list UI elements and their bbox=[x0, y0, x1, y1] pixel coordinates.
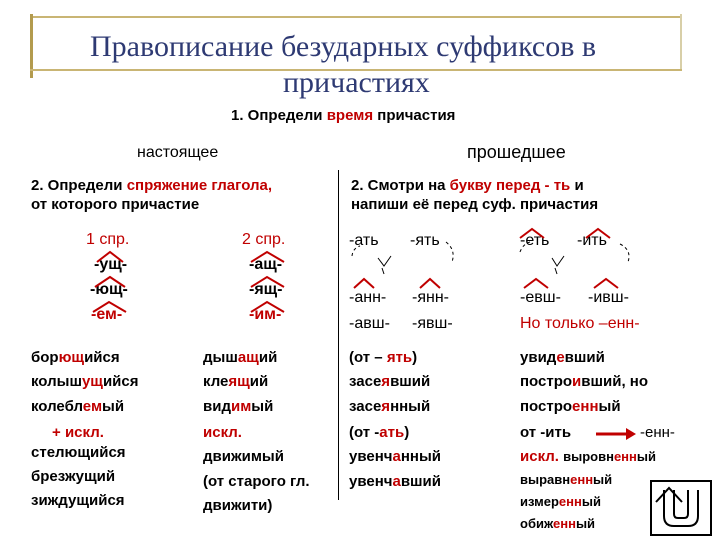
col2-word-2: клеящий bbox=[203, 373, 269, 390]
suffix-roof-ann bbox=[354, 279, 374, 288]
past-suffix-ivsh: -ивш- bbox=[588, 289, 629, 306]
past-suffix-evsh: -евш- bbox=[520, 289, 561, 306]
step2-left-line2: от которого причастие bbox=[31, 196, 200, 213]
checkmark-1 bbox=[378, 256, 391, 266]
col3-word-2: засеянный bbox=[349, 398, 431, 415]
past-tense-label: прошедшее bbox=[467, 142, 566, 162]
tick-mark-1 bbox=[382, 268, 384, 274]
col4-exception-word-2: выравненный bbox=[520, 472, 613, 487]
suffix-roof-ushch bbox=[97, 252, 123, 262]
page-title-line2: причастиях bbox=[283, 66, 430, 99]
col3-from-at: (от -ать) bbox=[349, 424, 410, 441]
col1-exception-label: + искл. bbox=[52, 424, 104, 441]
col4-exception-word-3: измеренный bbox=[520, 494, 601, 509]
suffix-roof-im bbox=[251, 302, 284, 312]
col1-word-3: колеблемый bbox=[31, 398, 125, 415]
col4-to-enn: -енн- bbox=[640, 424, 675, 441]
col3-word-1: засеявший bbox=[349, 373, 431, 390]
suffix-roof-evsh bbox=[524, 279, 548, 288]
step1-instruction: 1. Определи время причастия bbox=[231, 107, 456, 124]
suffix-roof-em bbox=[93, 302, 126, 312]
past-suffix-ann: -анн- bbox=[349, 289, 387, 306]
dashed-arc-1 bbox=[352, 246, 360, 256]
col2-word-3: видимый bbox=[203, 398, 274, 415]
suffix-roof-yann bbox=[420, 279, 440, 288]
suffix-roof-ashch bbox=[251, 252, 284, 262]
col4-word-3: построенный bbox=[520, 398, 621, 415]
past-verb-et: -еть bbox=[520, 232, 550, 249]
arrow-head bbox=[626, 428, 636, 440]
conj2-suffix-im: -им- bbox=[249, 306, 282, 323]
conj1-suffix-yushch: -ющ- bbox=[90, 281, 128, 298]
conj1-label: 1 спр. bbox=[86, 231, 130, 248]
col2-word-1: дышащий bbox=[203, 349, 278, 366]
col4-exception-word-4: обиженный bbox=[520, 516, 596, 531]
return-arrow-icon bbox=[652, 482, 710, 534]
past-suffix-yann: -янн- bbox=[412, 289, 449, 306]
verb-roof-et bbox=[520, 229, 544, 238]
suffix-roof-yushch bbox=[95, 277, 125, 287]
col2-exception-word-1: движимый bbox=[203, 448, 284, 465]
past-verb-at: -ать bbox=[349, 232, 379, 249]
col1-exception-word-3: зиждущийся bbox=[31, 492, 125, 509]
col2-exception-label: искл. bbox=[203, 424, 242, 441]
dashed-arc-3 bbox=[520, 242, 530, 252]
conj2-label: 2 спр. bbox=[242, 231, 286, 248]
col4-exception-line: искл. выровненный bbox=[520, 448, 656, 465]
col2-exception-word-3: движити) bbox=[203, 497, 273, 514]
step2-right-line2: напиши её перед суф. причастия bbox=[351, 196, 599, 213]
conj1-suffix-em: -ем- bbox=[91, 306, 123, 323]
col1-word-2: колышущийся bbox=[31, 373, 139, 390]
checkmark-2 bbox=[552, 256, 564, 266]
tick-mark-2 bbox=[555, 268, 557, 274]
dashed-arc-2 bbox=[446, 242, 453, 262]
col4-word-1: увидевший bbox=[520, 349, 605, 366]
return-button[interactable] bbox=[650, 480, 712, 536]
col3-from-yat: (от – ять) bbox=[349, 349, 418, 366]
col2-exception-word-2: (от старого гл. bbox=[203, 473, 310, 490]
col3-word-3: увенчанный bbox=[349, 448, 441, 465]
suffix-roof-yashch bbox=[251, 277, 284, 287]
verb-roof-it bbox=[586, 229, 610, 238]
conj2-suffix-yashch: -ящ- bbox=[249, 281, 283, 298]
conj1-suffix-ushch: -ущ- bbox=[94, 256, 128, 273]
col3-word-4: увенчавший bbox=[349, 473, 441, 490]
page-title-line1: Правописание безударных суффиксов в bbox=[90, 30, 597, 63]
col4-from-it: от -ить bbox=[520, 424, 572, 441]
past-suffix-yavsh: -явш- bbox=[412, 315, 453, 332]
suffix-roof-ivsh bbox=[594, 279, 618, 288]
step2-left-line1: 2. Определи спряжение глагола, bbox=[31, 177, 273, 194]
past-only-enn-note: Но только –енн- bbox=[520, 315, 640, 332]
col1-word-1: борющийся bbox=[31, 349, 120, 366]
col1-exception-word-2: брезжущий bbox=[31, 468, 116, 485]
past-suffix-avsh: -авш- bbox=[349, 315, 390, 332]
col1-exception-word-1: стелющийся bbox=[31, 444, 126, 461]
step2-right-line1: 2. Смотри на букву перед - ть и bbox=[351, 177, 584, 194]
past-verb-yat: -ять bbox=[410, 232, 440, 249]
present-tense-label: настоящее bbox=[137, 144, 219, 161]
dashed-arc-4 bbox=[620, 244, 629, 262]
past-verb-it: -ить bbox=[577, 232, 607, 249]
col4-word-2: построивший, но bbox=[520, 373, 649, 390]
conj2-suffix-ashch: -ащ- bbox=[249, 256, 283, 273]
